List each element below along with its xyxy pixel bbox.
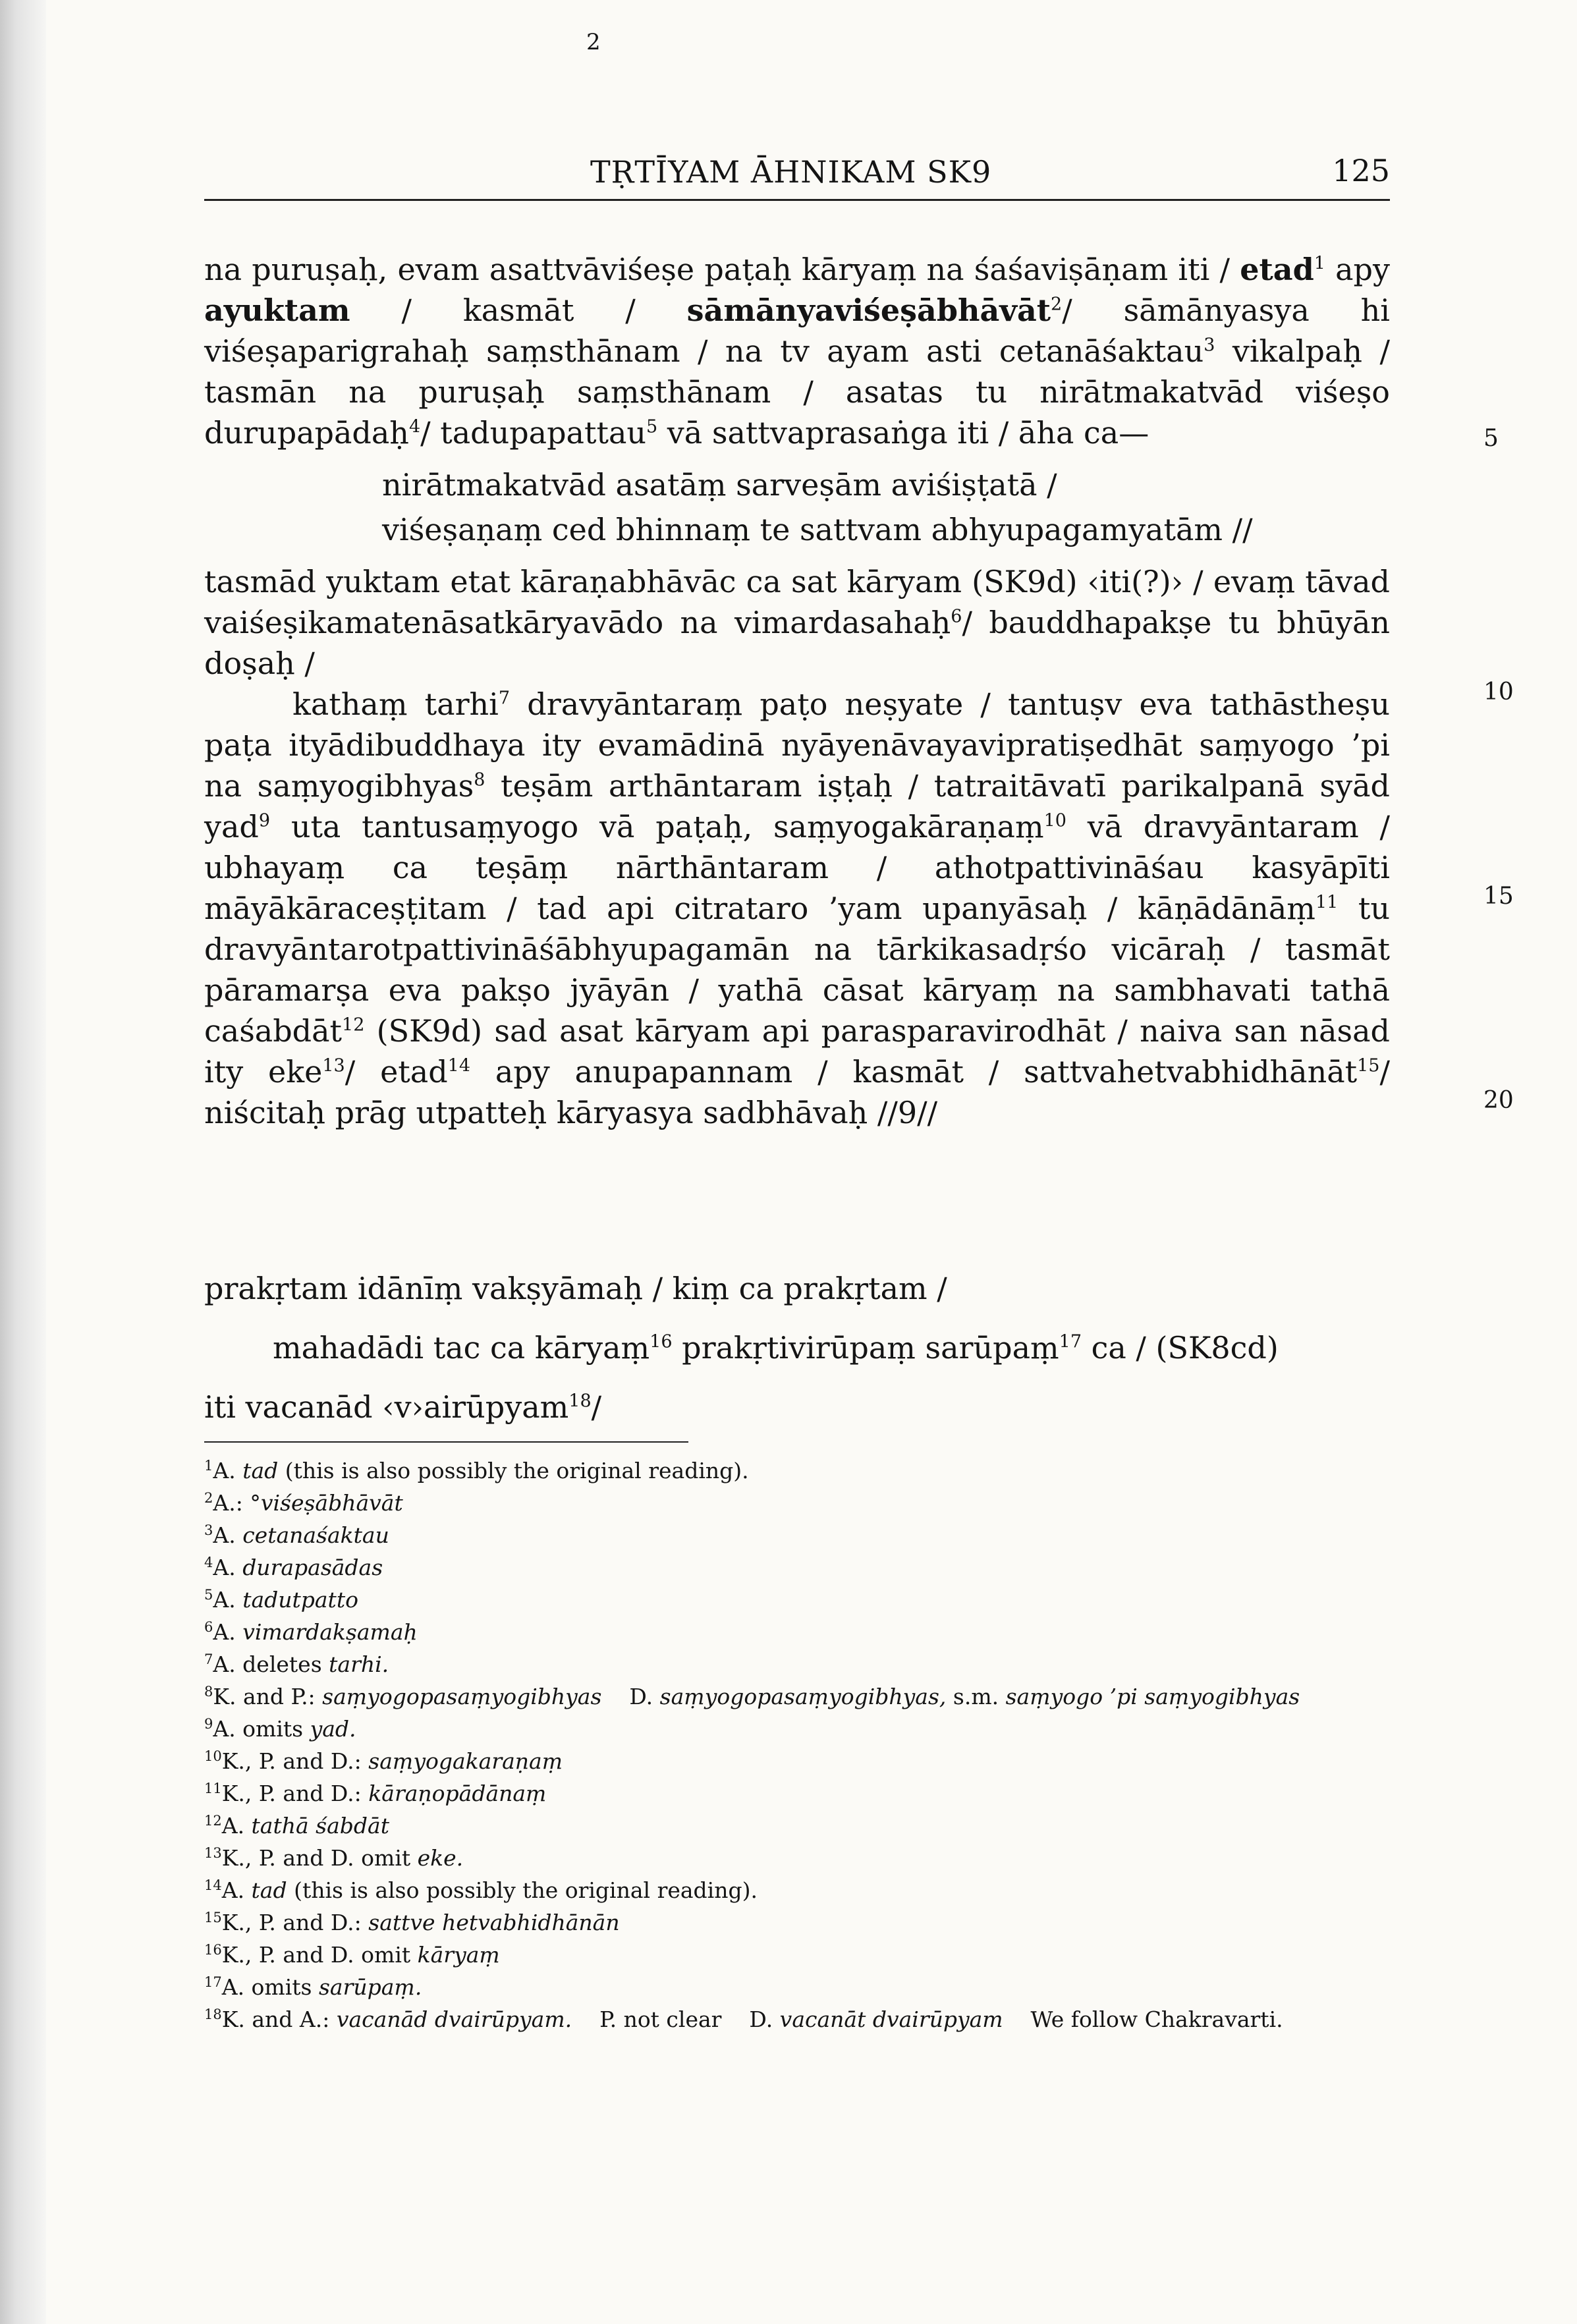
text-span: / tadupapattau [420, 415, 646, 451]
paragraph-2 [204, 561, 1390, 684]
footnote-16: $^{16}$K., P. and D. omit kāryaṃ [204, 1942, 500, 1968]
footnote-ref: 15 [1357, 1055, 1380, 1076]
footnote-ref: 17 [1059, 1331, 1082, 1352]
footnote-ref: 4 [408, 416, 421, 437]
lower-text [204, 1268, 1390, 1427]
text-span: tasmād yuktam etat kāraṇabhāvāc ca sat kāryam (SK9d) ‹iti(?)› / evaṃ tāvad vaiśeṣikamatenāsatkāryavādo na vimardasahaḥ [204, 564, 1390, 640]
line-number-10: 10 [1483, 678, 1514, 706]
page-mark: 2 [586, 29, 601, 55]
footnote-3: $^3$A. cetanaśaktau [204, 1522, 389, 1548]
footnote-1: $^1$A. tad (this is also possibly the original reading). [204, 1458, 749, 1483]
text-span: dravyāntaraṃ paṭo neṣyate / tantuṣv eva tathāstheṣu paṭa ityādibuddhaya ity evamādinā nyāyenāvayavipratiṣedhāt saṃyogo ’pi na saṃyogibhyas [204, 686, 1390, 804]
footnote-5: $^5$A. tadutpatto [204, 1587, 358, 1613]
text-span: mahadādi tac ca kāryaṃ [273, 1330, 650, 1366]
lower-line-1: prakṛtam idānīṃ vakṣyāmaḥ / kiṃ ca prakṛtam / [204, 1271, 947, 1306]
text-span: / kasmāt / [350, 292, 687, 328]
text-span: tu dravyāntarotpattivināśābhyupagamān na tārkikasadṛśo vicāraḥ / tasmāt pāramarṣa eva pakṣo jyāyān / yathā cāsat kāryaṃ na sambhavati tathā caśabdāt [204, 891, 1391, 1049]
footnote-14: $^{14}$A. tad (this is also possibly the original reading). [204, 1877, 758, 1903]
footnote-ref: 11 [1315, 892, 1339, 913]
text-span: teṣām arthāntaram iṣṭaḥ / tatraitāvatī parikalpanā syād yad [204, 768, 1390, 844]
footnote-ref: 7 [498, 688, 511, 709]
text-span: kathaṃ tarhi [292, 686, 499, 722]
line-number-20: 20 [1483, 1087, 1514, 1114]
footnote-ref: 12 [342, 1014, 365, 1036]
footnote-17: $^{17}$A. omits sarūpaṃ. [204, 1974, 422, 2000]
bold-term: sāmānyaviśeṣābhāvāt [686, 292, 1051, 328]
text-span: prakṛtivirūpaṃ sarūpaṃ [672, 1330, 1059, 1366]
footnote-ref: 3 [1204, 335, 1215, 356]
footnote-rule [204, 1441, 688, 1443]
verse-quote [204, 462, 1390, 552]
footnote-15: $^{15}$K., P. and D.: sattve hetvabhidhānān [204, 1910, 620, 1935]
page-binding-shadow [0, 0, 46, 2324]
text-span: ca / (SK8cd) [1082, 1330, 1279, 1366]
footnotes [204, 1454, 1390, 2035]
lower-line-3 [204, 1387, 1390, 1427]
text-span: apy anupapannam / kasmāt / sattvahetvabhidhānāt [470, 1054, 1358, 1090]
text-span: vikalpaḥ / tasmān na puruṣaḥ saṃsthānam / asatas tu nirātmakatvād viśeṣo durupapādaḥ [204, 333, 1390, 451]
page-number: 125 [1332, 153, 1390, 188]
line-number-15: 15 [1483, 883, 1514, 910]
running-title: TṚTĪYAM ĀHNIKAM SK9 [590, 154, 992, 190]
footnote-10: $^{10}$K., P. and D.: saṃyogakaraṇaṃ [204, 1748, 563, 1774]
footnote-12: $^{12}$A. tathā śabdāt [204, 1813, 389, 1839]
footnote-ref: 5 [646, 416, 658, 437]
lower-quote [204, 1327, 1390, 1368]
footnote-4: $^4$A. durapasādas [204, 1555, 383, 1580]
footnote-11: $^{11}$K., P. and D.: kāraṇopādānaṃ [204, 1781, 547, 1806]
footnote-ref: 6 [951, 606, 962, 627]
bold-term: etad [1240, 252, 1314, 287]
text-span: na puruṣaḥ, evam asattvāviśeṣe paṭaḥ kāryaṃ na śaśaviṣāṇam iti / [204, 252, 1240, 287]
text-span: vā sattvaprasaṅga iti / āha ca— [657, 415, 1149, 451]
paragraph-3 [204, 684, 1390, 1133]
footnote-ref: 10 [1043, 810, 1066, 831]
text-span: / [591, 1389, 602, 1425]
paragraph-1 [204, 249, 1390, 453]
footnote-7: $^7$A. deletes tarhi. [204, 1651, 389, 1677]
footnote-ref: 13 [322, 1055, 345, 1076]
bold-term: ayuktam [204, 292, 350, 328]
text-span: uta tantusaṃyogo vā paṭaḥ, saṃyogakāraṇaṃ [270, 809, 1044, 844]
footnote-ref: 9 [258, 810, 271, 831]
text-span: vā dravyāntaram / ubhayaṃ ca teṣāṃ nārthāntaram / athotpattivināśau kasyāpīti māyākāraceṣṭitam / tad api citrataro ’yam upanyāsaḥ / kāṇādānāṃ [204, 809, 1391, 926]
footnote-13: $^{13}$K., P. and D. omit eke. [204, 1845, 464, 1871]
footnote-18: $^{18}$K. and A.: vacanād dvairūpyam. P. not clear D. vacanāt dvairūpyam We follow Chakravarti. [204, 2006, 1283, 2032]
footnote-9: $^9$A. omits yad. [204, 1716, 356, 1742]
line-number-5: 5 [1483, 425, 1499, 452]
text-span: / niścitaḥ prāg utpatteḥ kāryasya sadbhāvaḥ //9// [204, 1054, 1390, 1130]
footnote-8: $^8$K. and P.: saṃyogopasaṃyogibhyas D. saṃyogopasaṃyogibhyas, s.m. saṃyogo ’pi saṃyogibhyas [204, 1684, 1300, 1709]
text-span: apy [1325, 252, 1390, 287]
text-span: / sāmānyasya hi viśeṣaparigrahaḥ saṃsthānam / na tv ayam asti cetanāśaktau [204, 292, 1390, 369]
footnote-ref: 14 [447, 1055, 471, 1076]
footnote-ref: 16 [650, 1331, 673, 1352]
main-text [204, 249, 1390, 1133]
footnote-6: $^6$A. vimardakṣamaḥ [204, 1619, 418, 1645]
text-span: / etad [345, 1054, 448, 1090]
footnote-ref: 1 [1314, 253, 1325, 274]
running-head [204, 146, 1390, 201]
text-span: iti vacanād ‹v›airūpyam [204, 1389, 569, 1425]
verse-line-2: viśeṣaṇaṃ ced bhinnaṃ te sattvam abhyupagamyatām // [382, 512, 1253, 547]
text-span: / bauddhapakṣe tu bhūyān doṣaḥ / [204, 605, 1390, 681]
footnote-ref: 18 [568, 1391, 592, 1412]
footnote-ref: 8 [474, 769, 485, 790]
text-span: (SK9d) sad asat kāryam api parasparavirodhāt / naiva san nāsad ity eke [204, 1013, 1390, 1090]
verse-line-1: nirātmakatvād asatāṃ sarveṣām aviśiṣṭatā / [382, 467, 1057, 503]
footnote-2: $^2$A.: °viśeṣābhāvāt [204, 1490, 403, 1516]
footnote-ref: 2 [1051, 294, 1063, 315]
